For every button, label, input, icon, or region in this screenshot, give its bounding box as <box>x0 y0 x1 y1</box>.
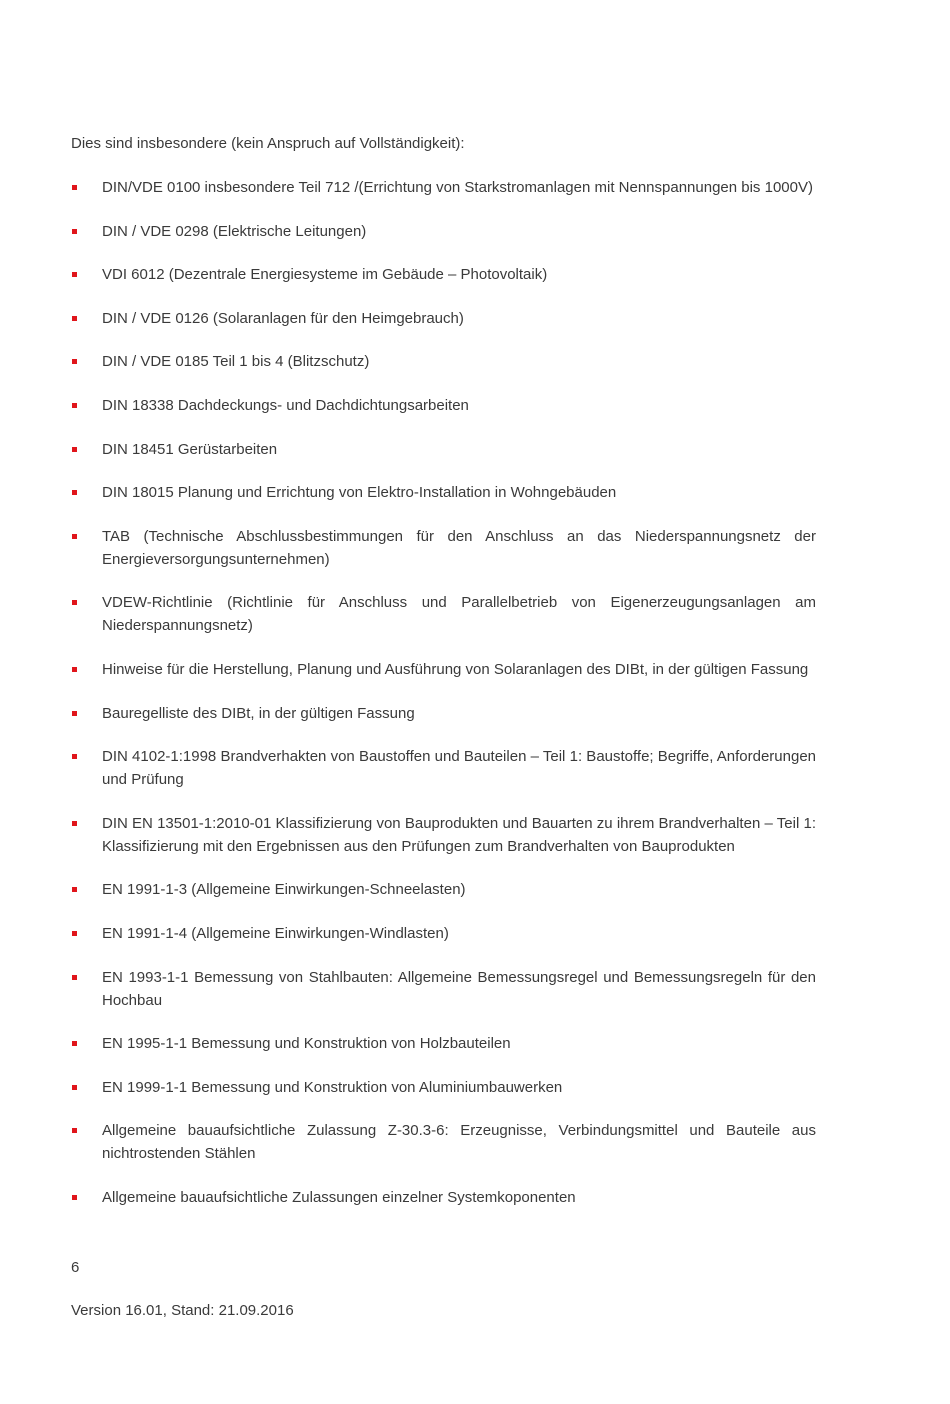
list-item <box>71 812 816 858</box>
square-bullet-icon <box>72 272 77 277</box>
version-info: Version 16.01, Stand: 21.09.2016 <box>71 1302 294 1319</box>
list-item <box>71 591 816 637</box>
list-item <box>71 394 816 417</box>
square-bullet-icon <box>72 316 77 321</box>
square-bullet-icon <box>72 711 77 716</box>
list-item-text: Bauregelliste des DIBt, in der gültigen Fassung <box>102 704 415 722</box>
square-bullet-icon <box>72 1085 77 1090</box>
square-bullet-icon <box>72 887 77 892</box>
square-bullet-icon <box>72 229 77 234</box>
list-item-text: DIN 4102-1:1998 Brandverhakten von Baustoffen und Bauteilen – Teil 1: Baustoffe; Begriffe, Anforderungen und Prüfung <box>102 748 816 789</box>
list-item <box>71 1186 816 1209</box>
list-item-text: VDEW-Richtlinie (Richtlinie für Anschluss und Parallelbetrieb von Eigenerzeugungsanlagen am Niederspannungsnetz) <box>102 594 816 635</box>
list-item <box>71 438 816 461</box>
list-item <box>71 525 816 571</box>
list-item <box>71 481 816 504</box>
standards-list <box>71 176 816 1229</box>
square-bullet-icon <box>72 667 77 672</box>
list-item-text: DIN 18338 Dachdeckungs- und Dachdichtungsarbeiten <box>102 396 469 414</box>
list-item <box>71 350 816 373</box>
square-bullet-icon <box>72 359 77 364</box>
square-bullet-icon <box>72 1041 77 1046</box>
list-item-text: DIN / VDE 0126 (Solaranlagen für den Heimgebrauch) <box>102 309 464 327</box>
square-bullet-icon <box>72 600 77 605</box>
list-item <box>71 263 816 286</box>
list-item-text: DIN / VDE 0298 (Elektrische Leitungen) <box>102 222 367 240</box>
square-bullet-icon <box>72 534 77 539</box>
list-item-text: TAB (Technische Abschlussbestimmungen für den Anschluss an das Niederspannungsnetz der Energieversorgungsunternehmen) <box>102 527 816 568</box>
square-bullet-icon <box>72 1128 77 1133</box>
square-bullet-icon <box>72 1195 77 1200</box>
list-item-text: EN 1995-1-1 Bemessung und Konstruktion von Holzbauteilen <box>102 1035 511 1053</box>
list-item <box>71 966 816 1012</box>
list-item <box>71 745 816 791</box>
list-item-text: Allgemeine bauaufsichtliche Zulassung Z-30.3-6: Erzeugnisse, Verbindungsmittel und Bauteile aus nichtrostenden Stählen <box>102 1122 816 1163</box>
square-bullet-icon <box>72 185 77 190</box>
list-item <box>71 220 816 243</box>
square-bullet-icon <box>72 447 77 452</box>
list-item-text: EN 1991-1-4 (Allgemeine Einwirkungen-Windlasten) <box>102 924 449 942</box>
list-item-text: VDI 6012 (Dezentrale Energiesysteme im Gebäude – Photovoltaik) <box>102 266 548 284</box>
page-number: 6 <box>71 1259 80 1276</box>
list-item <box>71 1032 816 1055</box>
square-bullet-icon <box>72 490 77 495</box>
square-bullet-icon <box>72 931 77 936</box>
list-item <box>71 878 816 901</box>
list-item <box>71 1076 816 1099</box>
list-item-text: DIN/VDE 0100 insbesondere Teil 712 /(Errichtung von Starkstromanlagen mit Nennspannungen bis 1000V) <box>102 179 813 196</box>
list-item-text: Allgemeine bauaufsichtliche Zulassungen einzelner Systemkoponenten <box>102 1188 576 1206</box>
list-item-text: DIN EN 13501-1:2010-01 Klassifizierung von Bauprodukten und Bauarten zu ihrem Brandverhalten – Teil 1: Klassifizierung mit den Ergebnissen aus den Prüfungen zum Brandverhalten von Bauprodukten <box>102 814 816 855</box>
list-item-text: DIN 18015 Planung und Errichtung von Elektro-Installation in Wohngebäuden <box>102 484 617 502</box>
list-item-text: DIN 18451 Gerüstarbeiten <box>102 440 278 458</box>
list-item <box>71 307 816 330</box>
list-item <box>71 922 816 945</box>
square-bullet-icon <box>72 403 77 408</box>
intro-text: Dies sind insbesondere (kein Anspruch auf Vollständigkeit): <box>71 135 465 152</box>
list-item-text: EN 1991-1-3 (Allgemeine Einwirkungen-Schneelasten) <box>102 881 466 899</box>
list-item-text: EN 1999-1-1 Bemessung und Konstruktion von Aluminiumbauwerken <box>102 1078 563 1096</box>
square-bullet-icon <box>72 754 77 759</box>
list-item-text: DIN / VDE 0185 Teil 1 bis 4 (Blitzschutz) <box>102 353 370 371</box>
square-bullet-icon <box>72 975 77 980</box>
list-item <box>71 176 816 199</box>
square-bullet-icon <box>72 821 77 826</box>
list-item <box>71 702 816 725</box>
list-item-text: Hinweise für die Herstellung, Planung und Ausführung von Solaranlagen des DIBt, in der gültigen Fassung <box>102 660 809 678</box>
list-item <box>71 1119 816 1165</box>
list-item-text: EN 1993-1-1 Bemessung von Stahlbauten: Allgemeine Bemessungsregel und Bemessungsregeln für den Hochbau <box>102 968 816 1009</box>
list-item <box>71 658 816 681</box>
